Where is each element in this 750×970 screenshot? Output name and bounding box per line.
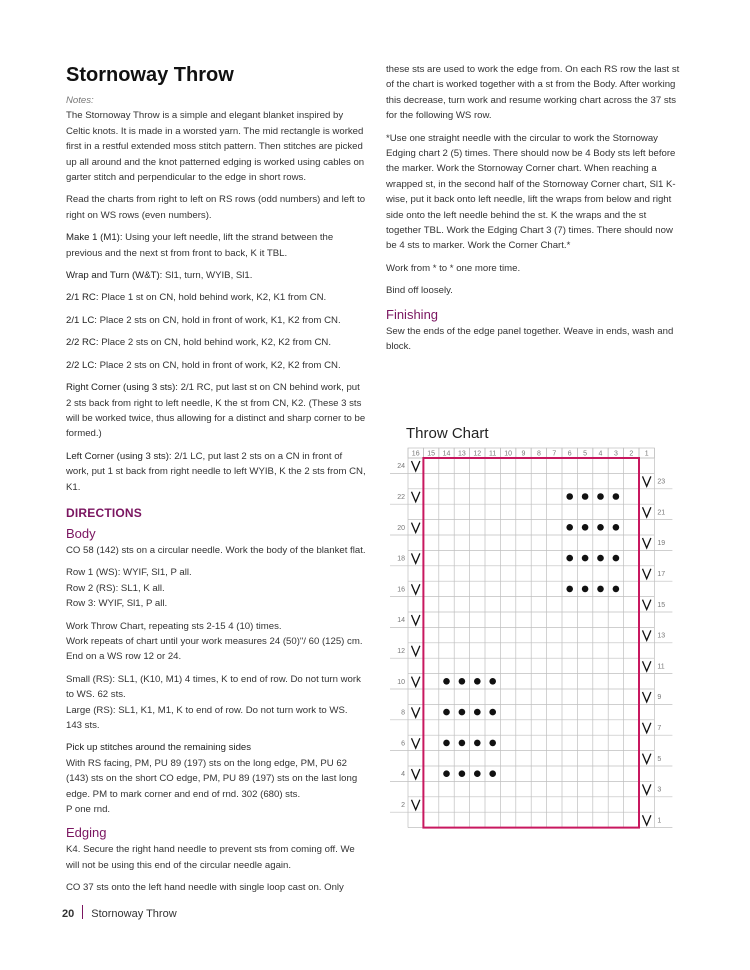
- notes-label: Notes:: [66, 95, 94, 106]
- bind-off: Bind off loosely.: [386, 285, 453, 297]
- body-row-3: Row 3: WYIF, Sl1, P all.: [66, 598, 168, 610]
- slip-stitch-mark: [412, 677, 420, 687]
- purl-stitch-mark: [489, 740, 496, 747]
- edging-instructions: *Use one straight needle with the circular to work the Stornoway Edging chart 2 (5) times. There should now be 4 Body sts left before the marker. Work the Stornoway Corner chart. When reaching a wrapped st, in the second half of the Stornoway Corner chart, Sl1 K-wise, put it back onto left needle, lift the wraps from below and right side onto the left needle behind the st. K the wraps and the st together TBL. Work the Edging Chart 3 (7) times. There should now be 4 sts to marker. Work the Corner Chart.*: [386, 132, 676, 252]
- slip-stitch-mark: [412, 800, 420, 810]
- abbrev-right-corner: Right Corner (using 3 sts): 2/1 RC, put last st on CN behind work, put 2 sts back from right to left needle, K the st from CN, K2. (These 3 sts will be worked twice, thus allowing for a distinct and sharp corner to be formed.): [66, 382, 366, 440]
- slip-stitch-mark: [643, 815, 651, 825]
- body-intro: CO 58 (142) sts on a circular needle. Work the body of the blanket flat.: [66, 544, 366, 556]
- footer-title: Stornoway Throw: [91, 908, 177, 920]
- directions-heading: DIRECTIONS: [66, 505, 143, 520]
- body-heading: Body: [66, 525, 96, 541]
- purl-stitch-mark: [489, 770, 496, 777]
- slip-stitch-mark: [412, 615, 420, 625]
- intro-paragraph: The Stornoway Throw is a simple and elegant blanket inspired by Celtic knots. It is made in a worsted yarn. The mid rectangle is worked first in a restful extended moss stitch pattern. Then stitches are picked up all around and the knot patterned edging is worked using cables on garter stitch and perpendicular to the edge in short rows.: [66, 110, 365, 184]
- slip-stitch-mark: [412, 492, 420, 502]
- slip-stitch-mark: [643, 754, 651, 764]
- purl-stitch-mark: [566, 493, 573, 500]
- purl-stitch-mark: [443, 740, 450, 747]
- chart-title: Throw Chart: [406, 425, 489, 442]
- slip-stitch-mark: [643, 723, 651, 733]
- size-small: Small (RS): SL1, (K10, M1) 4 times, K to end of row. Do not turn work to WS. 62 sts.: [66, 673, 361, 701]
- row-label-even: 2: [401, 802, 405, 809]
- column-label: 14: [442, 450, 451, 458]
- purl-stitch-mark: [489, 709, 496, 716]
- purl-stitch-mark: [582, 493, 589, 500]
- throw-chart-grid: [390, 424, 690, 834]
- slip-stitch-mark: [412, 707, 420, 717]
- column-label: 10: [504, 450, 512, 458]
- column-label: 3: [613, 450, 618, 458]
- work-chart-line-2: Work repeats of chart until your work measures 24 (50)"/ 60 (125) cm. End on a WS row 12 or 24.: [66, 635, 363, 663]
- purl-stitch-mark: [459, 740, 466, 747]
- slip-stitch-mark: [412, 461, 420, 471]
- slip-stitch-mark: [643, 661, 651, 671]
- row-label-even: 24: [397, 463, 405, 471]
- row-label-even: 18: [397, 555, 405, 563]
- page-number: 20: [62, 908, 75, 920]
- purl-stitch-mark: [443, 770, 450, 777]
- row-label-odd: 21: [657, 509, 666, 517]
- pickup-text: With RS facing, PM, PU 89 (197) sts on the long edge, PM, PU 62 (143) sts on the short CO edge, PM, PU 89 (197) sts on the last long edge. PM to mark corner and end of rnd. 302 (680) sts.: [66, 757, 358, 800]
- column-label: 9: [521, 450, 526, 458]
- left-column: [66, 62, 366, 903]
- row-label-odd: 9: [657, 694, 662, 702]
- edging-paragraph-2: CO 37 sts onto the left hand needle with single loop cast on. Only: [66, 882, 344, 894]
- row-label-odd: 13: [657, 632, 666, 640]
- row-label-odd: 1: [657, 817, 662, 825]
- chart-reading-paragraph: Read the charts from right to left on RS rows (odd numbers) and left to right on WS rows (even numbers).: [66, 194, 366, 221]
- slip-stitch-mark: [412, 584, 420, 594]
- pickup-end: P one rnd.: [66, 804, 111, 816]
- abbrev-m1: Make 1 (M1): Using your left needle, lift the strand between the previous and the next st from front to back, K it TBL.: [66, 232, 334, 259]
- purl-stitch-mark: [474, 740, 481, 747]
- purl-stitch-mark: [474, 678, 481, 685]
- column-label: 5: [583, 450, 588, 458]
- purl-stitch-mark: [459, 709, 466, 716]
- row-label-odd: 3: [657, 786, 662, 794]
- column-label: 4: [598, 450, 603, 458]
- row-label-even: 4: [401, 771, 405, 779]
- abbrev-21lc: 2/1 LC: Place 2 sts on CN, hold in front of work, K1, K2 from CN.: [66, 314, 341, 326]
- row-label-even: 10: [397, 678, 405, 686]
- slip-stitch-mark: [643, 692, 651, 702]
- slip-stitch-mark: [412, 769, 420, 779]
- right-column: [386, 62, 682, 362]
- abbrev-22rc: 2/2 RC: Place 2 sts on CN, hold behind work, K2, K2 from CN.: [66, 337, 332, 349]
- purl-stitch-mark: [597, 493, 604, 500]
- purl-stitch-mark: [613, 524, 620, 531]
- row-label-even: 20: [397, 524, 405, 532]
- column-label: 16: [411, 450, 420, 458]
- slip-stitch-mark: [412, 738, 420, 748]
- slip-stitch-mark: [412, 523, 420, 533]
- column-label: 7: [552, 450, 557, 458]
- size-large: Large (RS): SL1, K1, M1, K to end of row. Do not turn work to WS. 143 sts.: [66, 704, 348, 731]
- purl-stitch-mark: [597, 586, 604, 593]
- slip-stitch-mark: [412, 646, 420, 656]
- finishing-text: Sew the ends of the edge panel together. Weave in ends, wash and block.: [386, 325, 674, 353]
- page-title: Stornoway Throw: [66, 64, 234, 86]
- abbrev-wt: Wrap and Turn (W&T): Sl1, turn, WYIB, Sl1.: [66, 270, 253, 282]
- purl-stitch-mark: [582, 555, 589, 562]
- purl-stitch-mark: [613, 586, 620, 593]
- column-label: 6: [567, 450, 572, 458]
- column-label: 11: [489, 450, 497, 458]
- purl-stitch-mark: [597, 555, 604, 562]
- purl-stitch-mark: [474, 709, 481, 716]
- row-label-odd: 5: [657, 755, 662, 763]
- purl-stitch-mark: [566, 524, 573, 531]
- purl-stitch-mark: [459, 678, 466, 685]
- row-label-even: 12: [397, 648, 405, 655]
- column-label: 12: [473, 450, 482, 458]
- column-label: 8: [536, 450, 541, 458]
- edging-heading: Edging: [66, 825, 107, 841]
- purl-stitch-mark: [443, 678, 450, 685]
- slip-stitch-mark: [643, 569, 651, 579]
- row-label-even: 22: [397, 494, 405, 501]
- column-label: 15: [427, 450, 435, 458]
- row-label-even: 14: [397, 617, 405, 625]
- slip-stitch-mark: [412, 553, 420, 563]
- pickup-heading: Pick up stitches around the remaining sides: [66, 742, 252, 754]
- work-chart-line-1: Work Throw Chart, repeating sts 2-15 4 (10) times.: [66, 620, 282, 632]
- purl-stitch-mark: [566, 586, 573, 593]
- edging-continued: these sts are used to work the edge from. On each RS row the last st of the chart is worked together with a st from the Body. After working this decrease, turn work and resume working chart across the 37 sts for the following WS row.: [386, 64, 680, 122]
- slip-stitch-mark: [643, 630, 651, 640]
- purl-stitch-mark: [582, 586, 589, 593]
- row-label-even: 8: [401, 709, 405, 717]
- row-label-odd: 11: [657, 663, 665, 671]
- column-label: 13: [458, 450, 466, 458]
- purl-stitch-mark: [443, 709, 450, 716]
- body-row-2: Row 2 (RS): SL1, K all.: [66, 582, 165, 594]
- row-label-odd: 15: [657, 601, 666, 609]
- page-footer: [62, 905, 177, 920]
- row-label-odd: 19: [657, 540, 666, 548]
- row-label-even: 6: [401, 740, 405, 748]
- row-label-odd: 23: [657, 478, 666, 486]
- purl-stitch-mark: [489, 678, 496, 685]
- purl-stitch-mark: [474, 770, 481, 777]
- footer-divider: [82, 905, 83, 919]
- slip-stitch-mark: [643, 600, 651, 610]
- edging-paragraph-1: K4. Secure the right hand needle to prevent sts from coming off. We will not be using this end of the circular needle again.: [66, 844, 355, 871]
- purl-stitch-mark: [582, 524, 589, 531]
- purl-stitch-mark: [459, 770, 466, 777]
- purl-stitch-mark: [613, 555, 620, 562]
- body-row-1: Row 1 (WS): WYIF, Sl1, P all.: [66, 567, 192, 579]
- row-label-odd: 7: [657, 725, 662, 732]
- slip-stitch-mark: [643, 784, 651, 794]
- abbrev-left-corner: Left Corner (using 3 sts): 2/1 LC, put last 2 sts on a CN in front of work, put 1 st back from right needle to left WYIB, K the 2 sts from CN, K1.: [66, 450, 366, 493]
- row-label-even: 16: [397, 586, 405, 594]
- purl-stitch-mark: [566, 555, 573, 562]
- column-label: 2: [629, 450, 634, 458]
- purl-stitch-mark: [613, 493, 620, 500]
- row-label-odd: 17: [657, 571, 666, 578]
- column-label: 1: [644, 450, 649, 458]
- throw-chart: [390, 424, 690, 834]
- abbrev-21rc: 2/1 RC: Place 1 st on CN, hold behind work, K2, K1 from CN.: [66, 292, 327, 304]
- finishing-heading: Finishing: [386, 306, 439, 322]
- abbrev-22lc: 2/2 LC: Place 2 sts on CN, hold in front of work, K2, K2 from CN.: [66, 359, 341, 371]
- repeat-instruction: Work from * to * one more time.: [386, 262, 521, 274]
- slip-stitch-mark: [643, 476, 651, 486]
- purl-stitch-mark: [597, 524, 604, 531]
- slip-stitch-mark: [643, 507, 651, 517]
- slip-stitch-mark: [643, 538, 651, 548]
